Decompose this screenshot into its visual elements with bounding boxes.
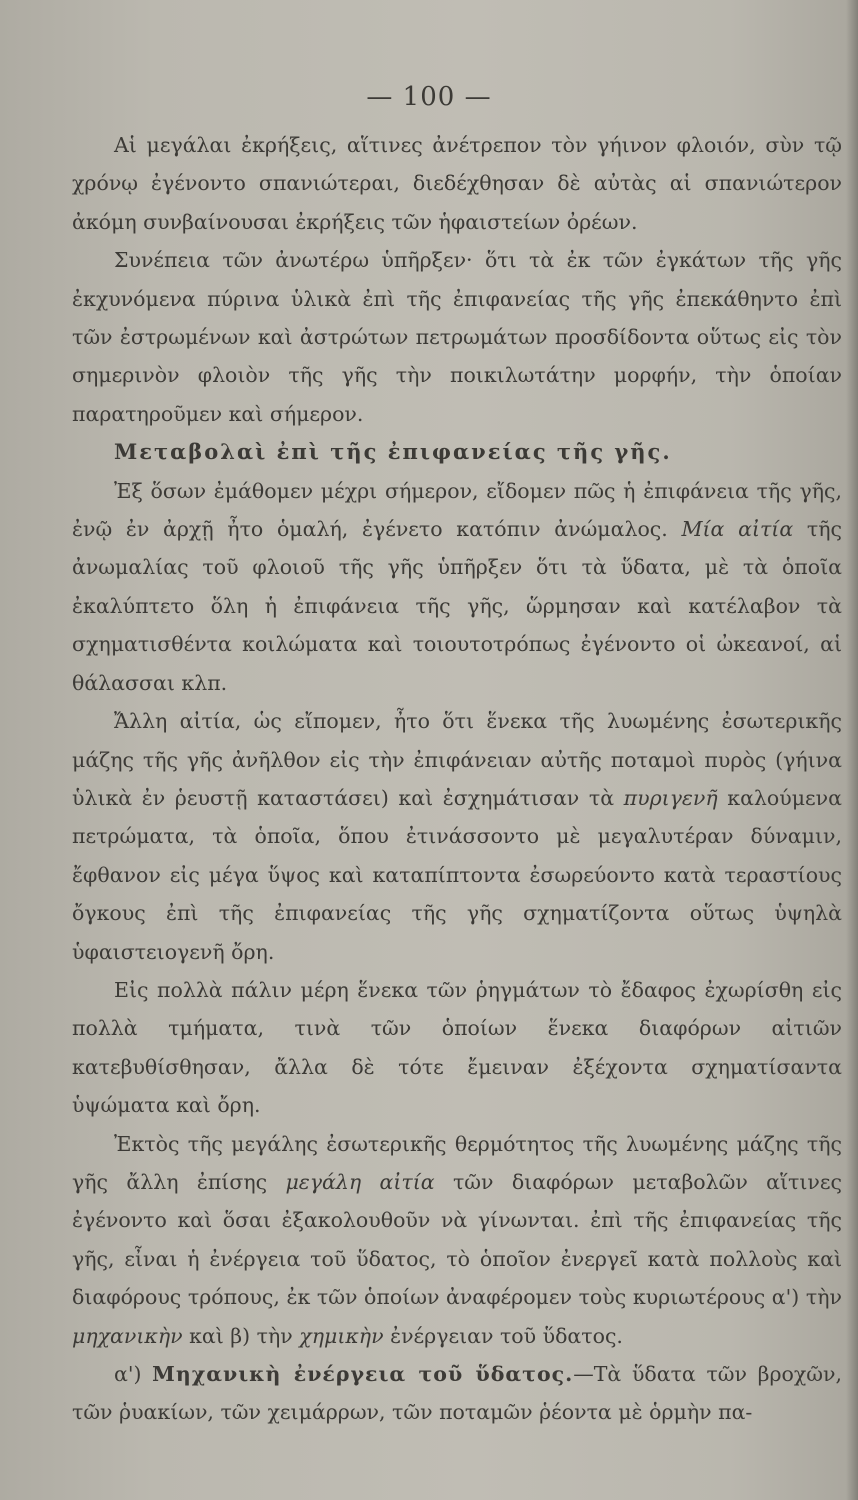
paragraph-text: Ἄλλη αἰτία, ὡς εἴπομεν, ἦτο ὅτι ἕνεκα τῆς λυωμένης ἐσωτερικῆς μάζης τῆς γῆς ἀνῆλθον εἰς τὴν ἐπιφάνειαν αὐτῆς ποταμοὶ πυρὸς (γήινα ὑλικὰ ἐν ῥευστῇ καταστάσει) καὶ ἐσχημάτισαν τὰ [72,709,842,810]
paragraph-second-cause [72,702,842,971]
paragraph-text: καλούμενα πετρώματα, τὰ ὁποῖα, ὅπου ἐτινάσσοντο μὲ μεγαλυτέραν δύναμιν, ἔφθανον εἰς μέγα ὕψος καὶ καταπίπτοντα ἐσωρεύοντο κατὰ τεραστίους ὄγκους ἐπὶ τῆς ἐπιφανείας τῆς γῆς σχηματίζοντα οὕτως ὑψηλὰ ὑφαιστειογενῆ ὄρη. [72,785,842,964]
paragraph-surface-changes [72,472,842,702]
paragraph-fractures: Εἰς πολλὰ πάλιν μέρη ἕνεκα τῶν ῥηγμάτων τὸ ἔδαφος ἐχωρίσθη εἰς πολλὰ τμήματα, τινὰ τῶν ὁποίων ἕνεκα διαφόρων αἰτιῶν κατεβυθίσθησαν, ἄλλα δὲ τότε ἔμειναν ἐξέχοντα σχηματίσαντα ὑψώματα καὶ ὄρη. [72,977,842,1118]
page-edge-shadow [846,0,858,1500]
paragraph-consequence: Συνέπεια τῶν ἀνωτέρω ὑπῆρξεν· ὅτι τὰ ἐκ τῶν ἐγκάτων τῆς γῆς ἐκχυνόμενα πύρινα ὑλικὰ ἐπὶ τῆς ἐπιφανείας τῆς γῆς ἐπεκάθηντο ἐπὶ τῶν ἐστρωμένων καὶ ἀστρώτων πετρωμάτων προσδίδοντα οὕτως εἰς τὸν σημερινὸν φλοιὸν τῆς γῆς τὴν ποικιλωτάτην μορφήν, τὴν ὁποίαν παρατηροῦμεν καὶ σήμερον. [72,248,842,426]
paragraph-text: τῶν διαφόρων μεταβολῶν αἵτινες ἐγένοντο καὶ ὅσαι ἐξακολουθοῦν νὰ γίνωνται. ἐπὶ τῆς ἐπιφανείας τῆς γῆς, εἶναι ἡ ἐνέργεια τοῦ ὕδατος, τὸ ὁποῖον ἐνεργεῖ κατὰ πολλοὺς καὶ διαφόρους τρόπους, ἐκ τῶν ὁποίων ἀναφέρομεν τοὺς κυριωτέρους α') τὴν [72,1169,842,1310]
section-heading: Μεταβολαὶ ἐπὶ τῆς ἐπιφανείας τῆς γῆς. [114,439,672,465]
paragraph-text: —Τὰ ὕδατα τῶν βροχῶν, τῶν ῥυακίων, τῶν χειμάρρων, τῶν ποταμῶν ῥέοντα μὲ ὁρμὴν πα- [72,1362,842,1425]
emphasis-text: μεγάλη αἰτία [285,1169,435,1194]
emphasis-text: Μία αἰτία [681,517,794,542]
subsection-label: α') [114,1362,142,1386]
paragraph-text: Ἐξ ὅσων ἐμάθομεν μέχρι σήμερον, εἴδομεν πῶς ἡ ἐπιφάνεια τῆς γῆς, ἐνῷ ἐν ἀρχῇ ἦτο ὁμαλή, ἐγένετο κατόπιν ἀνώμαλος. [72,478,842,542]
paragraph-eruptions: Αἱ μεγάλαι ἐκρήξεις, αἵτινες ἀνέτρεπον τὸν γήινον φλοιόν, σὺν τῷ χρόνῳ ἐγένοντο σπανιώτεραι, διεδέχθησαν δὲ αὐτὰς αἱ σπανιώτερον ἀκόμη συνβαίνουσαι ἐκρήξεις τῶν ἡφαιστείων ὀρέων. [72,133,842,234]
emphasis-text: χημικὴν [299,1323,384,1348]
paragraph-text: Ἐκτὸς τῆς μεγάλης ἐσωτερικῆς θερμότητος τῆς λυωμένης μάζης τῆς γῆς ἄλλη ἐπίσης [72,1131,842,1194]
body-text [72,126,842,1432]
paragraph-water-action [72,1125,842,1355]
emphasis-text: πυριγενῆ [623,785,718,810]
emphasis-text: μηχανικὴν [72,1323,183,1348]
page-number: — 100 — [366,82,492,112]
paragraph-text: ἐνέργειαν τοῦ ὕδατος. [390,1323,623,1348]
subsection-heading: Μηχανικὴ ἐνέργεια τοῦ ὕδατος. [152,1362,574,1386]
paragraph-text: καὶ β) τὴν [189,1323,293,1348]
paragraph-text: τῆς ἀνωμαλίας τοῦ φλοιοῦ τῆς γῆς ὑπῆρξεν ὅτι τὰ ὕδατα, μὲ τὰ ὁποῖα ἐκαλύπτετο ὅλη ἡ ἐπιφάνεια τῆς γῆς, ὥρμησαν καὶ κατέλαβον τὰ σχηματισθέντα κοιλώματα καὶ τοιουτοτρόπως ἐγένοντο οἱ ὠκεανοί, αἱ θάλασσαι κλπ. [72,517,842,695]
paragraph-mechanical-action [72,1355,842,1432]
